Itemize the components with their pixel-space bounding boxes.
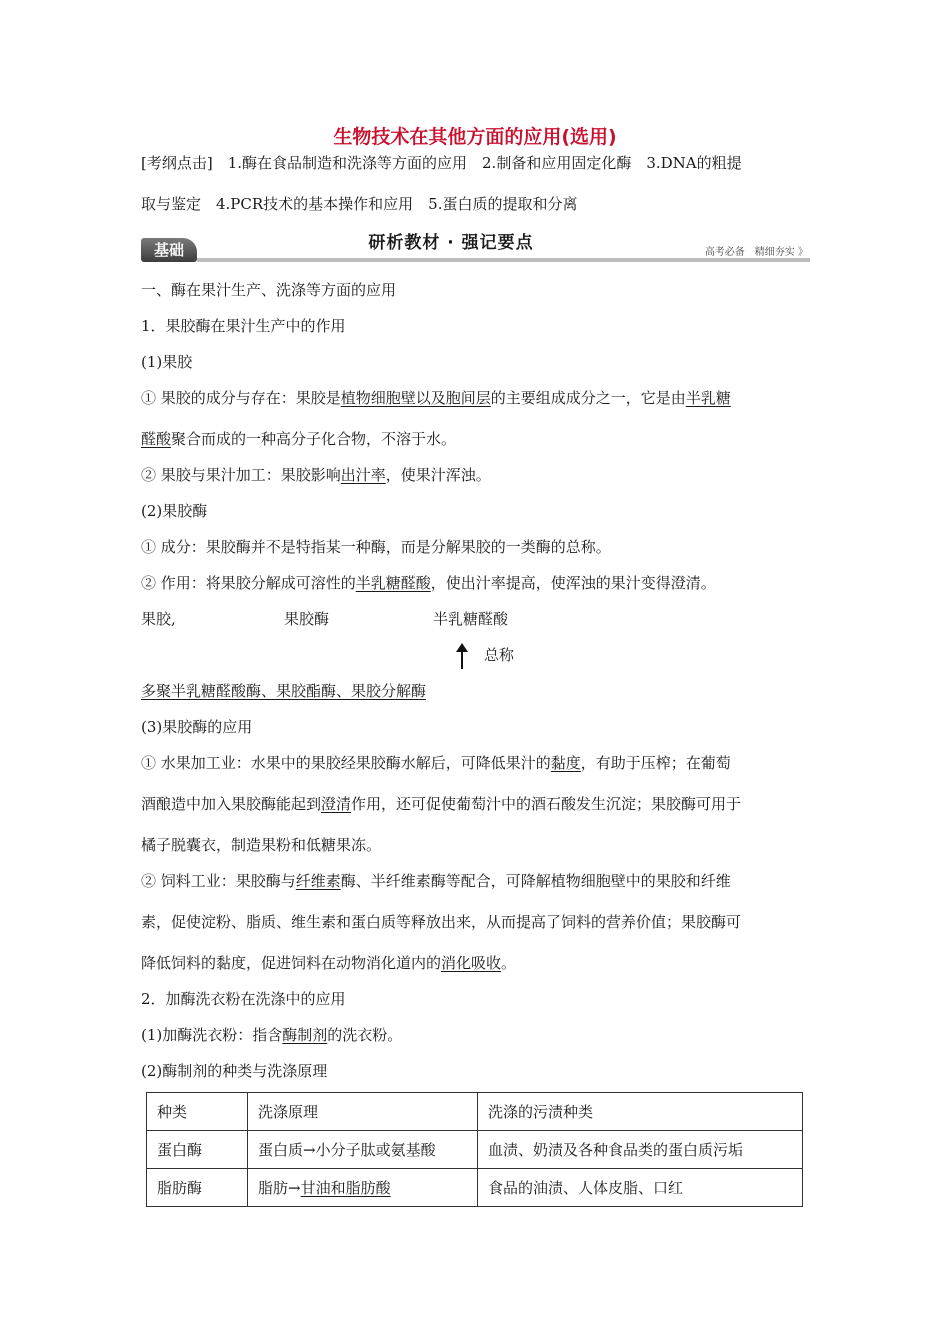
text-run: ② 作用：将果胶分解成可溶性的 [141, 574, 356, 592]
answer-blank: 酶制剂 [282, 1026, 328, 1044]
paragraph-line [141, 1025, 402, 1045]
text-run: (1)加酶洗衣粉：指含 [141, 1026, 283, 1044]
text-run: ，使果汁浑浊。 [385, 466, 491, 484]
paragraph-line: ① 成分：果胶酶并不是特指某一种酶，而是分解果胶的一类酶的总称。 [141, 538, 611, 556]
item-heading: (2)酶制剂的种类与洗涤原理 [141, 1062, 328, 1080]
text-run: ① 果胶的成分与存在：果胶是 [141, 389, 341, 407]
page-title: 生物技术在其他方面的应用(选用) [333, 126, 617, 148]
text-run: 作用，还可促使葡萄汁中的酒石酸发生沉淀；果胶酶可用于 [351, 795, 742, 813]
banner-title: 研析教材 · 强记要点 [368, 233, 534, 253]
answer-blank: 半乳糖 [685, 389, 731, 407]
text-run: ② 果胶与果汁加工：果胶影响 [141, 466, 341, 484]
answer-blank: 植物细胞壁以及胞间层 [340, 389, 491, 407]
answer-blank: 消化吸收 [441, 954, 502, 972]
answer-blank: 澄清 [321, 795, 352, 813]
paragraph-line: 橘子脱囊衣，制造果粉和低糖果冻。 [141, 836, 382, 854]
text-run: 酒酿造中加入果胶酶能起到 [141, 795, 322, 813]
text-run: ② 饲料工业：果胶酶与 [141, 872, 296, 890]
section-banner [141, 232, 810, 266]
table-cell: 血渍、奶渍及各种食品类的蛋白质污垢 [478, 1131, 803, 1169]
text-run: 降低饲料的黏度，促进饲料在动物消化道内的 [141, 954, 442, 972]
text-run: 酶、半纤维素酶等配合，可降解植物细胞壁中的果胶和纤维 [340, 872, 731, 890]
table-header-cell: 种类 [147, 1093, 248, 1131]
paragraph-line [141, 388, 731, 408]
item-heading: (1)果胶 [141, 353, 193, 371]
text-run: ，使出汁率提高，使浑浊的果汁变得澄清。 [430, 574, 716, 592]
diagram-enzyme-types: 多聚半乳糖醛酸酶、果胶酯酶、果胶分解酶 [141, 682, 427, 700]
diagram-label: 总称 [484, 646, 515, 664]
answer-blank: 出汁率 [340, 466, 386, 484]
text-run: 聚合而成的一种高分子化合物，不溶于水。 [171, 430, 457, 448]
table-row [147, 1131, 803, 1169]
paragraph-line [141, 465, 491, 485]
answer-blank: 纤维素 [295, 872, 341, 890]
diagram-substrate: 果胶, [141, 610, 176, 628]
text-run: 的洗衣粉。 [327, 1026, 403, 1044]
paragraph-line [141, 871, 731, 891]
text-run: 脂肪→ [258, 1179, 301, 1197]
syllabus-line-1: [考纲点击] 1.酶在食品制造和洗涤等方面的应用 2.制备和应用固定化酶 3.DNA的粗提 [141, 154, 742, 172]
text-run: ，有助于压榨；在葡萄 [580, 754, 731, 772]
answer-blank: 半乳糖醛酸 [355, 574, 431, 592]
paragraph-line [141, 753, 731, 773]
answer-blank: 醛酸 [141, 430, 172, 448]
answer-blank: 甘油和脂肪酸 [300, 1179, 391, 1197]
paragraph-line: 素，促使淀粉、脂质、维生素和蛋白质等释放出来，从而提高了饲料的营养价值；果胶酶可 [141, 913, 742, 931]
table-cell [248, 1169, 478, 1207]
text-run: ① 水果加工业：水果中的果胶经果胶酶水解后，可降低果汁的 [141, 754, 551, 772]
table-header-cell: 洗涤原理 [248, 1093, 478, 1131]
text-run: 的主要组成成分之一，它是由 [490, 389, 686, 407]
table-cell: 脂肪酶 [147, 1169, 248, 1207]
table-cell: 食品的油渍、人体皮脂、口红 [478, 1169, 803, 1207]
table-header-row [147, 1093, 803, 1131]
subsection-heading: 1．果胶酶在果汁生产中的作用 [141, 317, 346, 335]
table-cell: 蛋白质→小分子肽或氨基酸 [248, 1131, 478, 1169]
section-heading: 一、酶在果汁生产、洗涤等方面的应用 [141, 281, 397, 299]
item-heading: (3)果胶酶的应用 [141, 718, 253, 736]
banner-slogan: 高考必备 精细夯实 》 [704, 247, 808, 258]
item-heading: (2)果胶酶 [141, 502, 208, 520]
text-run: 。 [501, 954, 517, 972]
table-row [147, 1169, 803, 1207]
banner-rule [197, 258, 810, 262]
answer-blank: 黏度 [550, 754, 581, 772]
diagram-product: 半乳糖醛酸 [433, 610, 509, 628]
arrow-up-icon [455, 643, 469, 669]
banner-tag: 基础 [141, 238, 197, 262]
syllabus-line-2: 取与鉴定 4.PCR技术的基本操作和应用 5.蛋白质的提取和分离 [141, 195, 578, 213]
enzyme-table [146, 1092, 803, 1207]
paragraph-line [141, 429, 456, 449]
table-cell: 蛋白酶 [147, 1131, 248, 1169]
diagram-enzyme: 果胶酶 [284, 610, 330, 628]
paragraph-line [141, 953, 516, 973]
paragraph-line [141, 573, 716, 593]
table-header-cell: 洗涤的污渍种类 [478, 1093, 803, 1131]
paragraph-line [141, 794, 741, 814]
subsection-heading: 2．加酶洗衣粉在洗涤中的应用 [141, 990, 346, 1008]
